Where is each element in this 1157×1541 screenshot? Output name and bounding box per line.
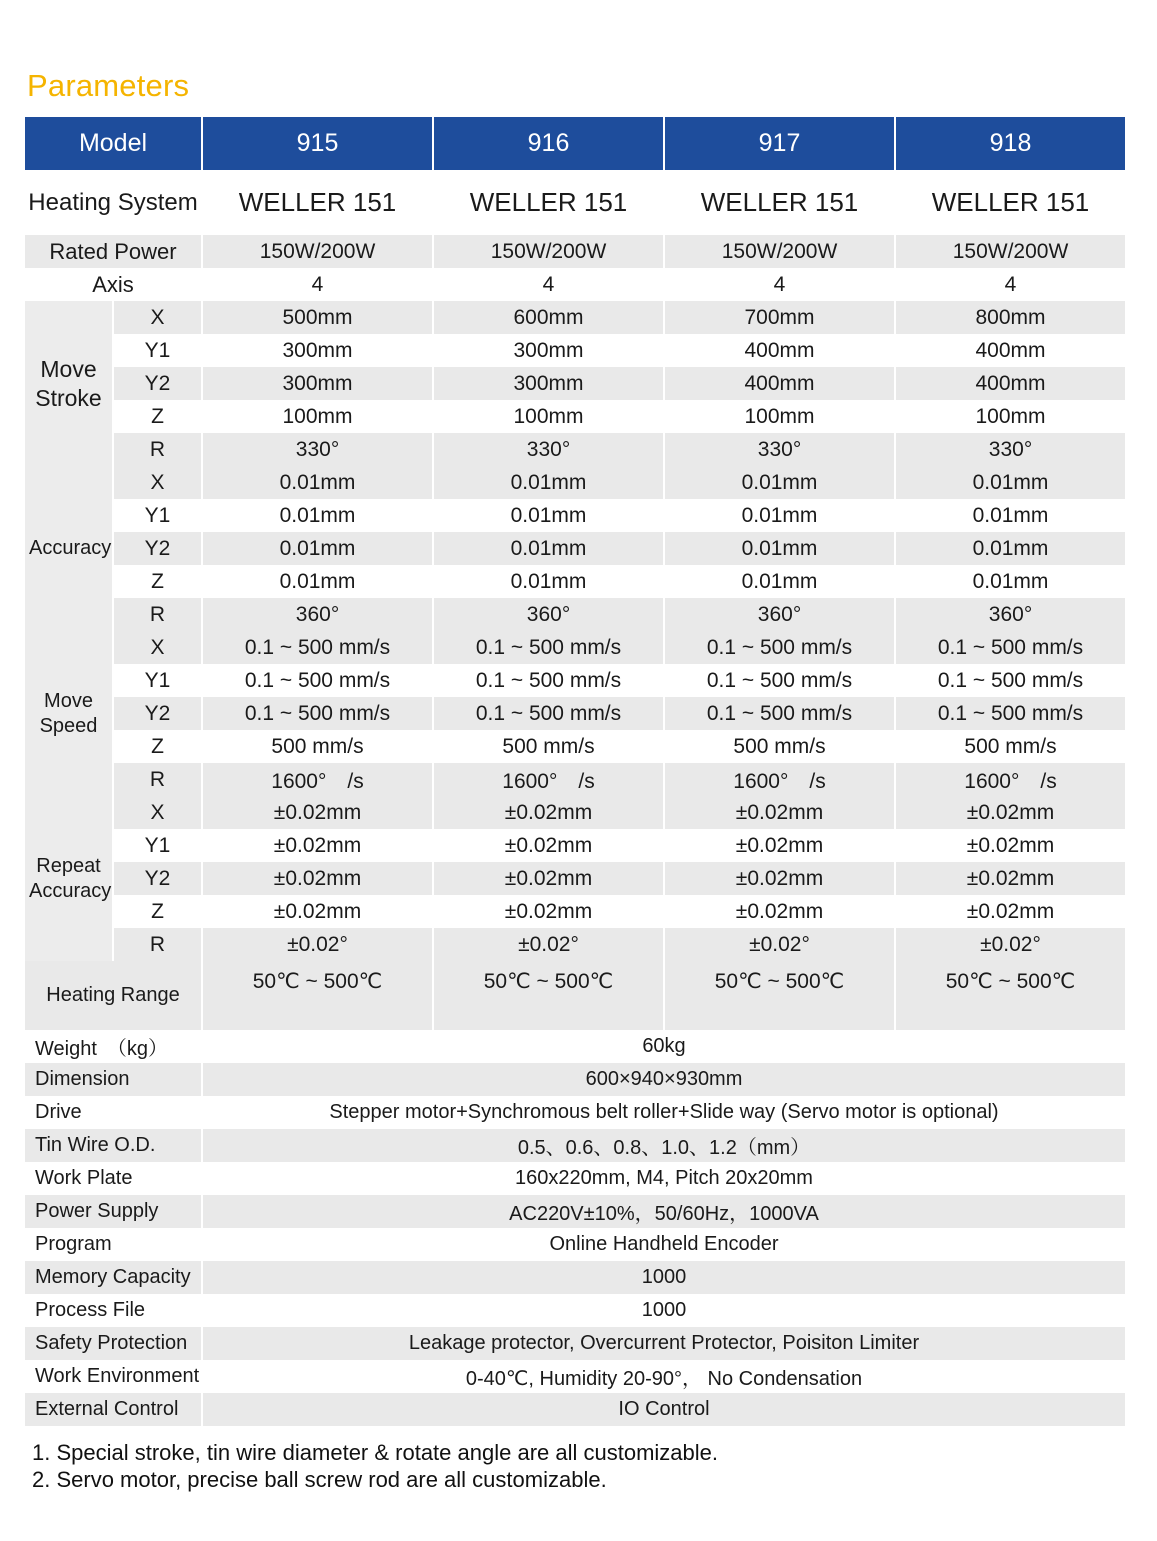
move-stroke-row	[25, 367, 1125, 400]
accuracy-value: 360°	[664, 598, 895, 631]
note-1: 1. Special stroke, tin wire diameter & rotate angle are all customizable.	[32, 1440, 718, 1465]
heating-system-label: Heating System	[25, 170, 202, 235]
heating-range-value: 50℃ ~ 500℃	[202, 961, 433, 1030]
row-common	[25, 1195, 1125, 1228]
move-speed-value: 0.1 ~ 500 mm/s	[895, 697, 1125, 730]
move-stroke-value: 330°	[664, 433, 895, 466]
spec-label: Tin Wire O.D.	[25, 1129, 202, 1162]
heating-system-value: WELLER 151	[433, 170, 664, 235]
accuracy-axis-x: X	[113, 466, 202, 499]
move-stroke-value: 300mm	[433, 367, 664, 400]
row-common	[25, 1063, 1125, 1096]
repeat-accuracy-value: ±0.02mm	[433, 895, 664, 928]
repeat-accuracy-value: ±0.02mm	[895, 862, 1125, 895]
axis-value: 4	[895, 268, 1125, 301]
repeat-accuracy-value: ±0.02mm	[664, 796, 895, 829]
spec-label: Process File	[25, 1294, 202, 1327]
move-speed-row	[25, 631, 1125, 664]
repeat-accuracy-value: ±0.02mm	[433, 796, 664, 829]
move-speed-axis-r: R	[113, 763, 202, 796]
spec-label: Drive	[25, 1096, 202, 1129]
move-speed-axis-x: X	[113, 631, 202, 664]
repeat-accuracy-value: ±0.02mm	[202, 829, 433, 862]
move-speed-value: 0.1 ~ 500 mm/s	[202, 664, 433, 697]
repeat-accuracy-axis-r: R	[113, 928, 202, 961]
move-stroke-value: 400mm	[664, 334, 895, 367]
accuracy-axis-y1: Y1	[113, 499, 202, 532]
repeat-accuracy-axis-y1: Y1	[113, 829, 202, 862]
repeat-accuracy-value: ±0.02°	[895, 928, 1125, 961]
move-speed-value: 1600° /s	[433, 763, 664, 796]
accuracy-value: 360°	[202, 598, 433, 631]
repeat-accuracy-value: ±0.02mm	[202, 862, 433, 895]
row-common	[25, 1393, 1125, 1426]
move-stroke-axis-r: R	[113, 433, 202, 466]
move-stroke-row	[25, 433, 1125, 466]
accuracy-group-label: Accuracy	[25, 466, 113, 631]
rated-power-label: Rated Power	[25, 235, 202, 268]
move-speed-value: 0.1 ~ 500 mm/s	[895, 664, 1125, 697]
model-header: Model	[25, 117, 202, 170]
row-heating-system	[25, 170, 1125, 235]
move-speed-axis-y1: Y1	[113, 664, 202, 697]
spec-value: 1000	[202, 1294, 1125, 1327]
move-stroke-axis-z: Z	[113, 400, 202, 433]
row-common	[25, 1360, 1125, 1393]
move-speed-value: 0.1 ~ 500 mm/s	[433, 697, 664, 730]
move-stroke-value: 330°	[433, 433, 664, 466]
heating-system-value: WELLER 151	[664, 170, 895, 235]
row-common	[25, 1228, 1125, 1261]
move-speed-row	[25, 664, 1125, 697]
model-916: 916	[433, 117, 664, 170]
spec-label: External Control	[25, 1393, 202, 1426]
repeat-accuracy-value: ±0.02mm	[433, 862, 664, 895]
row-common	[25, 1096, 1125, 1129]
accuracy-row	[25, 565, 1125, 598]
repeat-accuracy-value: ±0.02°	[664, 928, 895, 961]
move-speed-value: 0.1 ~ 500 mm/s	[664, 697, 895, 730]
move-speed-value: 500 mm/s	[664, 730, 895, 763]
parameters-table	[25, 117, 1125, 1426]
spec-label: Safety Protection	[25, 1327, 202, 1360]
move-stroke-axis-y1: Y1	[113, 334, 202, 367]
spec-label: Memory Capacity	[25, 1261, 202, 1294]
move-speed-axis-z: Z	[113, 730, 202, 763]
accuracy-value: 0.01mm	[895, 466, 1125, 499]
move-speed-value: 0.1 ~ 500 mm/s	[433, 631, 664, 664]
repeat-accuracy-value: ±0.02mm	[202, 895, 433, 928]
row-common	[25, 1129, 1125, 1162]
repeat-accuracy-row	[25, 796, 1125, 829]
accuracy-value: 0.01mm	[202, 499, 433, 532]
repeat-accuracy-axis-x: X	[113, 796, 202, 829]
move-speed-group-label: Move Speed	[25, 631, 113, 796]
spec-value: 0-40℃, Humidity 20-90°， No Condensation	[202, 1360, 1125, 1393]
repeat-accuracy-value: ±0.02mm	[895, 829, 1125, 862]
accuracy-value: 0.01mm	[664, 499, 895, 532]
accuracy-value: 0.01mm	[433, 532, 664, 565]
move-stroke-row	[25, 334, 1125, 367]
spec-value: AC220V±10%，50/60Hz，1000VA	[202, 1195, 1125, 1228]
move-stroke-value: 300mm	[202, 334, 433, 367]
repeat-accuracy-value: ±0.02mm	[664, 895, 895, 928]
move-stroke-value: 700mm	[664, 301, 895, 334]
accuracy-value: 0.01mm	[664, 565, 895, 598]
spec-label: Program	[25, 1228, 202, 1261]
heating-range-value: 50℃ ~ 500℃	[664, 961, 895, 1030]
move-stroke-value: 400mm	[895, 334, 1125, 367]
spec-label: Work Plate	[25, 1162, 202, 1195]
model-918: 918	[895, 117, 1125, 170]
accuracy-row	[25, 598, 1125, 631]
repeat-accuracy-group-label: Repeat Accuracy	[25, 796, 113, 961]
repeat-accuracy-value: ±0.02mm	[895, 796, 1125, 829]
spec-value: 600×940×930mm	[202, 1063, 1125, 1096]
accuracy-value: 0.01mm	[895, 565, 1125, 598]
move-speed-row	[25, 730, 1125, 763]
note-2: 2. Servo motor, precise ball screw rod are all customizable.	[32, 1467, 607, 1492]
spec-value: 160x220mm, M4, Pitch 20x20mm	[202, 1162, 1125, 1195]
spec-label: Dimension	[25, 1063, 202, 1096]
accuracy-row	[25, 532, 1125, 565]
rated-power-value: 150W/200W	[202, 235, 433, 268]
move-stroke-value: 800mm	[895, 301, 1125, 334]
heating-system-value: WELLER 151	[202, 170, 433, 235]
repeat-accuracy-value: ±0.02°	[202, 928, 433, 961]
move-stroke-value: 300mm	[202, 367, 433, 400]
spec-value: Leakage protector, Overcurrent Protector, Poisiton Limiter	[202, 1327, 1125, 1360]
repeat-accuracy-value: ±0.02°	[433, 928, 664, 961]
move-speed-value: 0.1 ~ 500 mm/s	[664, 664, 895, 697]
heating-range-value: 50℃ ~ 500℃	[433, 961, 664, 1030]
move-stroke-value: 300mm	[433, 334, 664, 367]
model-915: 915	[202, 117, 433, 170]
accuracy-row	[25, 466, 1125, 499]
rated-power-value: 150W/200W	[895, 235, 1125, 268]
accuracy-axis-r: R	[113, 598, 202, 631]
spec-value: 0.5、0.6、0.8、1.0、1.2（mm）	[202, 1129, 1125, 1162]
accuracy-value: 0.01mm	[664, 532, 895, 565]
row-heating-range	[25, 961, 1125, 1030]
accuracy-value: 0.01mm	[895, 499, 1125, 532]
spec-value: 60kg	[202, 1030, 1125, 1063]
move-stroke-value: 330°	[202, 433, 433, 466]
repeat-accuracy-row	[25, 829, 1125, 862]
model-917: 917	[664, 117, 895, 170]
move-stroke-value: 100mm	[433, 400, 664, 433]
repeat-accuracy-value: ±0.02mm	[433, 829, 664, 862]
spec-label: Work Environment	[25, 1360, 202, 1393]
accuracy-axis-z: Z	[113, 565, 202, 598]
axis-value: 4	[433, 268, 664, 301]
move-speed-row	[25, 697, 1125, 730]
accuracy-value: 0.01mm	[664, 466, 895, 499]
accuracy-value: 360°	[895, 598, 1125, 631]
heating-range-label: Heating Range	[25, 961, 202, 1030]
accuracy-axis-y2: Y2	[113, 532, 202, 565]
accuracy-value: 0.01mm	[202, 532, 433, 565]
move-stroke-axis-y2: Y2	[113, 367, 202, 400]
axis-value: 4	[664, 268, 895, 301]
move-speed-value: 1600° /s	[895, 763, 1125, 796]
repeat-accuracy-row	[25, 928, 1125, 961]
repeat-accuracy-axis-z: Z	[113, 895, 202, 928]
accuracy-value: 0.01mm	[895, 532, 1125, 565]
move-speed-value: 0.1 ~ 500 mm/s	[202, 697, 433, 730]
move-speed-value: 0.1 ~ 500 mm/s	[202, 631, 433, 664]
move-speed-axis-y2: Y2	[113, 697, 202, 730]
move-speed-value: 500 mm/s	[202, 730, 433, 763]
move-stroke-row	[25, 400, 1125, 433]
move-stroke-value: 100mm	[895, 400, 1125, 433]
move-speed-value: 500 mm/s	[433, 730, 664, 763]
heating-range-value: 50℃ ~ 500℃	[895, 961, 1125, 1030]
move-stroke-row	[25, 301, 1125, 334]
move-speed-value: 0.1 ~ 500 mm/s	[433, 664, 664, 697]
rated-power-value: 150W/200W	[433, 235, 664, 268]
move-stroke-value: 100mm	[202, 400, 433, 433]
row-axis	[25, 268, 1125, 301]
spec-value: 1000	[202, 1261, 1125, 1294]
move-speed-value: 0.1 ~ 500 mm/s	[664, 631, 895, 664]
move-stroke-axis-x: X	[113, 301, 202, 334]
move-speed-value: 500 mm/s	[895, 730, 1125, 763]
accuracy-row	[25, 499, 1125, 532]
accuracy-value: 0.01mm	[202, 565, 433, 598]
row-rated-power	[25, 235, 1125, 268]
repeat-accuracy-axis-y2: Y2	[113, 862, 202, 895]
spec-value: Online Handheld Encoder	[202, 1228, 1125, 1261]
move-stroke-value: 400mm	[664, 367, 895, 400]
row-common	[25, 1294, 1125, 1327]
move-speed-row	[25, 763, 1125, 796]
axis-value: 4	[202, 268, 433, 301]
accuracy-value: 360°	[433, 598, 664, 631]
row-common	[25, 1261, 1125, 1294]
page-title: Parameters	[27, 68, 190, 103]
row-common	[25, 1162, 1125, 1195]
move-stroke-value: 100mm	[664, 400, 895, 433]
repeat-accuracy-value: ±0.02mm	[895, 895, 1125, 928]
move-stroke-value: 400mm	[895, 367, 1125, 400]
header-row	[25, 117, 1125, 170]
accuracy-value: 0.01mm	[433, 466, 664, 499]
repeat-accuracy-value: ±0.02mm	[664, 862, 895, 895]
spec-value: IO Control	[202, 1393, 1125, 1426]
move-stroke-group-label: Move Stroke	[25, 301, 113, 466]
accuracy-value: 0.01mm	[202, 466, 433, 499]
spec-label: Power Supply	[25, 1195, 202, 1228]
rated-power-value: 150W/200W	[664, 235, 895, 268]
row-common	[25, 1327, 1125, 1360]
repeat-accuracy-row	[25, 895, 1125, 928]
move-speed-value: 1600° /s	[202, 763, 433, 796]
move-speed-value: 1600° /s	[664, 763, 895, 796]
move-stroke-value: 600mm	[433, 301, 664, 334]
axis-label: Axis	[25, 268, 202, 301]
move-speed-value: 0.1 ~ 500 mm/s	[895, 631, 1125, 664]
spec-label: Weight （kg）	[25, 1030, 202, 1063]
row-common	[25, 1030, 1125, 1063]
move-stroke-value: 500mm	[202, 301, 433, 334]
move-stroke-value: 330°	[895, 433, 1125, 466]
footnotes	[32, 1439, 718, 1493]
repeat-accuracy-value: ±0.02mm	[202, 796, 433, 829]
heating-system-value: WELLER 151	[895, 170, 1125, 235]
spec-value: Stepper motor+Synchromous belt roller+Slide way (Servo motor is optional)	[202, 1096, 1125, 1129]
accuracy-value: 0.01mm	[433, 565, 664, 598]
repeat-accuracy-value: ±0.02mm	[664, 829, 895, 862]
accuracy-value: 0.01mm	[433, 499, 664, 532]
repeat-accuracy-row	[25, 862, 1125, 895]
